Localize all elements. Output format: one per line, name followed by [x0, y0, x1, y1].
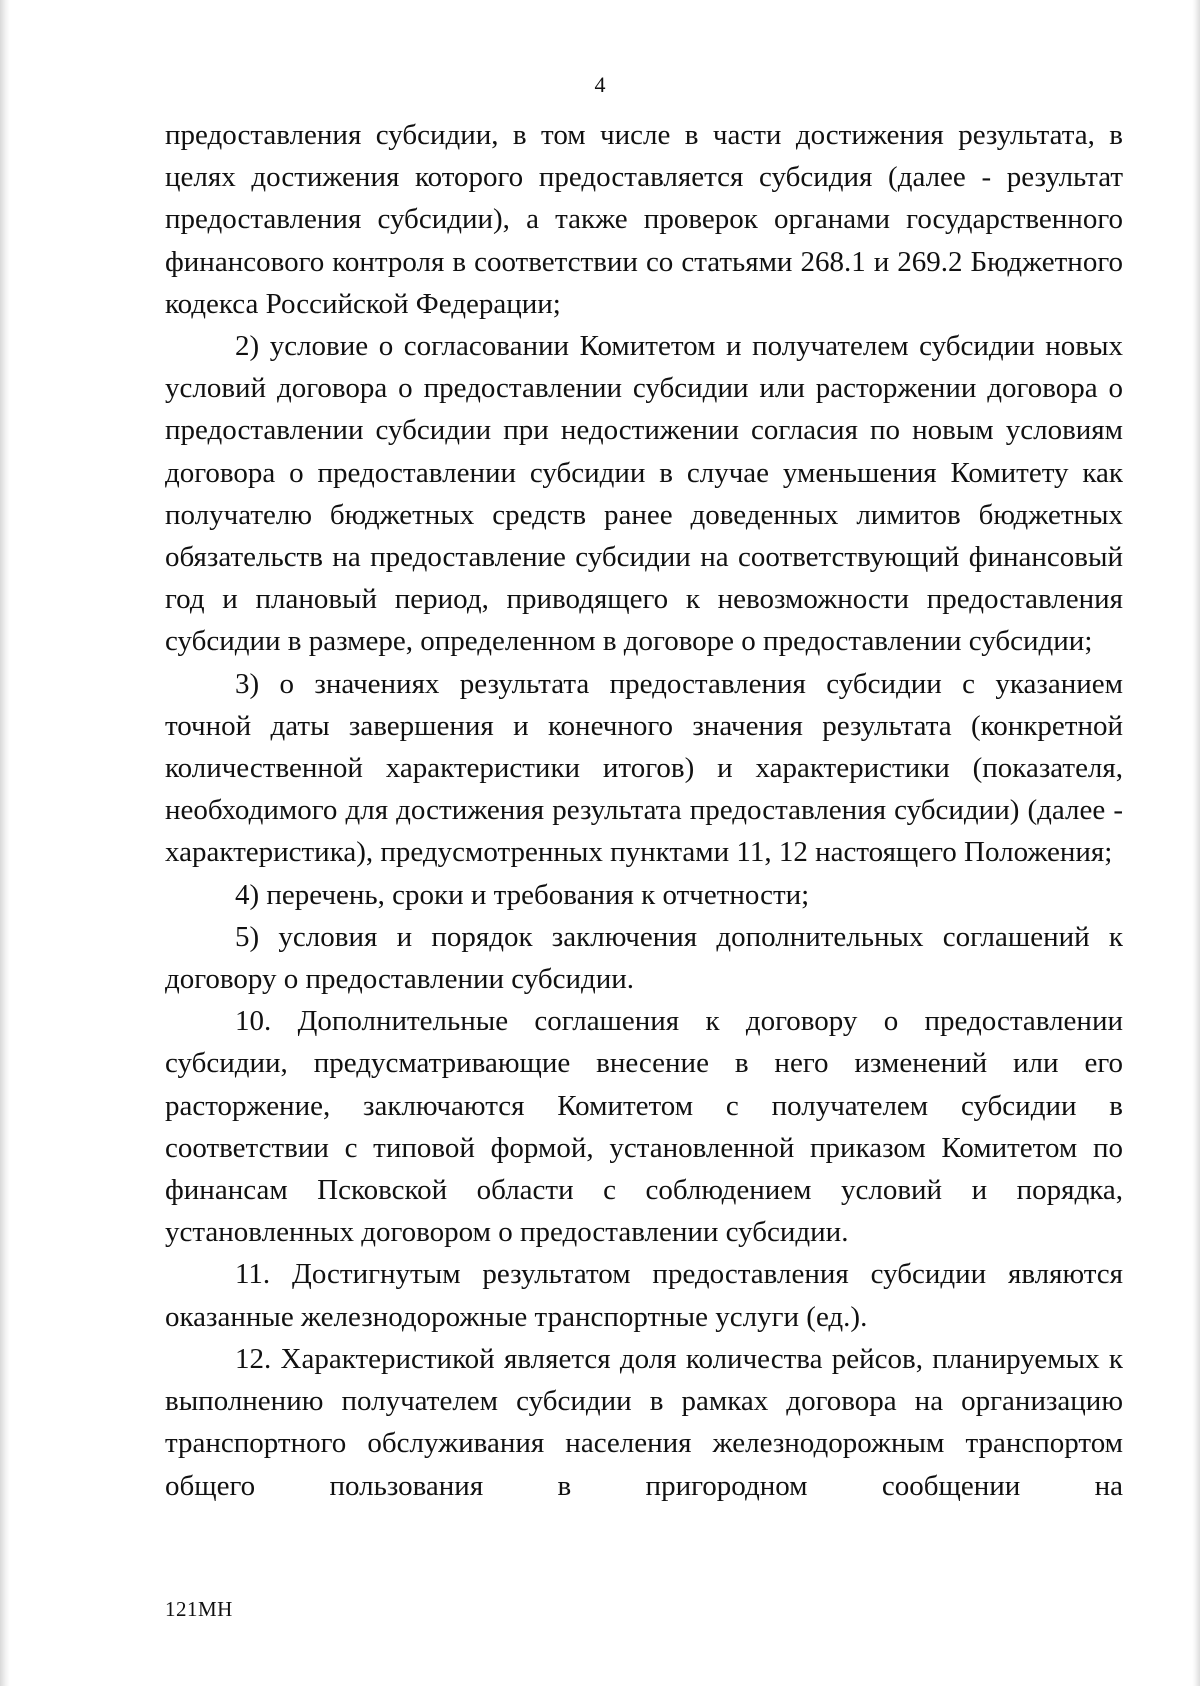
paragraph: предоставления субсидии, в том числе в части достижения результата, в целях достижения которого предоставляется субсидия (далее - результат предоставления субсидии), а также проверок органами государственного финансового контроля в соответствии со статьями 268.1 и 269.2 Бюджетного кодекса Российской Федерации;: [165, 119, 1123, 320]
paragraph: 3) о значениях результата предоставления субсидии с указанием точной даты завершения и конечного значения результата (конкретной количественной характеристики итогов) и характеристики (показателя, необходимого для достижения результата предоставления субсидии) (далее - характеристика), предусмотренных пунктами 11, 12 настоящего Положения;: [165, 667, 1123, 869]
document-body: [165, 114, 1123, 1507]
paragraph: 4) перечень, сроки и требования к отчетности;: [235, 878, 810, 911]
scan-edge-left: [0, 0, 10, 1686]
paragraph: 2) условие о согласовании Комитетом и получателем субсидии новых условий договора о предоставлении субсидии или расторжении договора о предоставлении субсидии при недостижении согласия по новым условиям договора о предоставлении субсидии в случае уменьшения Комитету как получателю бюджетных средств ранее доведенных лимитов бюджетных обязательств на предоставление субсидии на соответствующий финансовый год и плановый период, приводящего к невозможности предоставления субсидии в размере, определенном в договоре о предоставлении субсидии;: [165, 330, 1123, 658]
page-number: 4: [594, 72, 606, 97]
scan-edge-right: [1192, 0, 1200, 1686]
paragraph: 12. Характеристикой является доля количества рейсов, планируемых к выполнению получателем субсидии в рамках договора на организацию транспортного обслуживания населения железнодорожным транспортом общего пользования в пригородном сообщении на: [165, 1342, 1123, 1502]
paragraph: 10. Дополнительные соглашения к договору о предоставлении субсидии, предусматривающие внесение в него изменений или его расторжение, заключаются Комитетом с получателем субсидии в соответствии с типовой формой, установленной приказом Комитетом по финансам Псковской области с соблюдением условий и порядка, установленных договором о предоставлении субсидии.: [165, 1005, 1123, 1249]
paragraph: 5) условия и порядок заключения дополнительных соглашений к договору о предоставлении субсидии.: [165, 920, 1123, 996]
paragraph: 11. Достигнутым результатом предоставления субсидии являются оказанные железнодорожные транспортные услуги (ед.).: [165, 1258, 1123, 1333]
document-footer-code: 121МН: [165, 1597, 233, 1621]
